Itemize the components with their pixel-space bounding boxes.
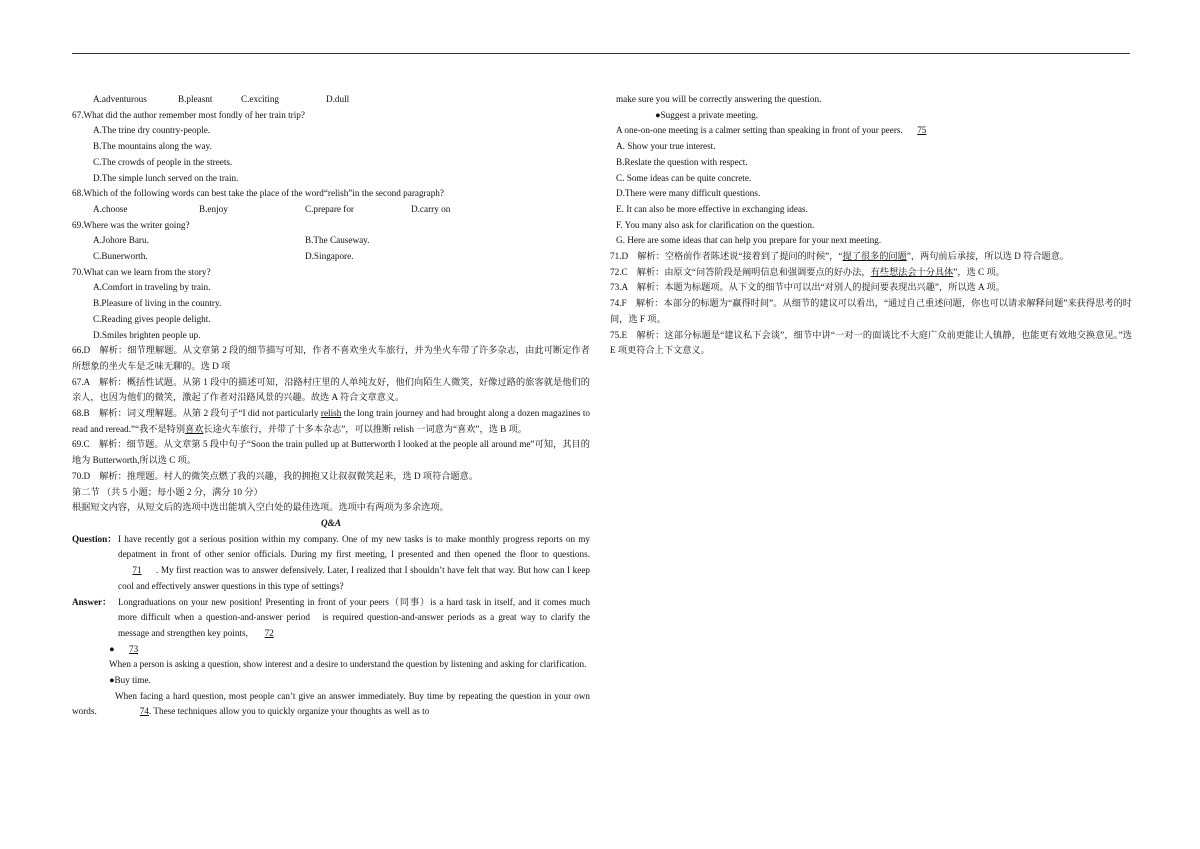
text: 71.D 解析：空格前作者陈述说“接着到了提问的时候”，“ [610, 251, 843, 262]
q68-stem: 68.Which of the following words can best take the place of the word“relish”in the second paragraph? [72, 188, 444, 199]
option: C.Bunerworth. [93, 251, 148, 262]
q70-stem: 70.What can we learn from the story? [72, 266, 211, 277]
answer-75: 75.E 解析：这部分标题是“建议私下会谈”，细节中讲“一对一的面谈比不大庭广众前更能让人镇静，也能更有效地交换意见。”选 E 项更符合上下文意义。 [610, 329, 1132, 356]
answer-label: Answer： [72, 596, 112, 607]
q70-option: C.Reading gives people delight. [93, 313, 211, 324]
text: . These techniques allow you to quickly organize your thoughts as well as to [148, 706, 430, 717]
text: I have recently got a serious position within my company. One of my new tasks is to make monthly progress reports on my depatment in front of other senior officials. During my first meeting, I presented and then opened the floor to questions. [118, 533, 590, 560]
option: A.adventurous [93, 94, 147, 104]
q67-option: C.The crowds of people in the streets. [93, 156, 233, 167]
section-heading: 第二节 （共 5 小题；每小题 2 分，满分 10 分） [72, 486, 263, 497]
underlined-phrase: 提了很多的问题 [842, 251, 907, 262]
answer-73: 73.A 解析：本题为标题项。从下文的细节中可以出“对别人的提问要表现出兴趣”，所以选 A 项。 [610, 282, 1005, 293]
answer-68 [72, 406, 590, 437]
text: . My first reaction was to answer defensively. Later, I realized that I shouldn’t have felt that way. But how can I keep cool and effectively answer questions in this type of settings? [118, 565, 590, 591]
answer-74: 74.F 解析：本部分的标题为“赢得时间”。从细节的建议可以看出，“通过自己重述问题，你也可以请求解释问题”来获得思考的时间，选 F 项。 [610, 298, 1132, 324]
option: D.carry on [411, 203, 451, 214]
q69-options-row1 [72, 233, 590, 249]
option-a: A. Show your true interest. [616, 141, 716, 152]
right-column [610, 92, 1132, 359]
answer-text [118, 595, 590, 642]
option-b: B.Reslate the question with respect. [616, 156, 748, 167]
blank-72[interactable]: 72 [264, 627, 274, 638]
underlined-phrase: 有些想法会十分具体 [870, 266, 954, 277]
blank-74[interactable]: 74 [139, 706, 149, 717]
option-f: F. You many also ask for clarification on the question. [616, 219, 815, 230]
section-instruction: 根据短文内容，从短文后的选项中选出能填入空白处的最佳选项。选项中有两项为多余选项。 [72, 502, 449, 513]
option-c: C. Some ideas can be quite concrete. [616, 172, 752, 183]
q70-option: B.Pleasure of living in the country. [93, 298, 222, 309]
answer-72 [610, 265, 1132, 281]
text: 长途火车旅行，并带了十多本杂志”，可以推断 relish 一词意为“喜欢”，选 B 项。 [203, 423, 527, 434]
paragraph-73: When a person is asking a question, show interest and a desire to understand the question by listening and asking for clarification. [109, 659, 587, 670]
option: B.The Causeway. [305, 235, 370, 246]
option-e: E. It can also be more effective in exchanging ideas. [616, 203, 808, 214]
bullet-suggest: ●Suggest a private meeting. [655, 109, 759, 120]
question-label: Question： [72, 533, 117, 544]
left-column [72, 92, 590, 720]
underlined-word: relish [320, 408, 342, 419]
q69-options-row2 [72, 249, 590, 265]
answer-71 [610, 249, 1132, 265]
option: B.enjoy [199, 203, 228, 214]
underlined-word: 喜欢 [185, 423, 204, 434]
q67-option: D.The simple lunch served on the train. [93, 172, 239, 183]
text: A one-on-one meeting is a calmer setting than speaking in front of your peers. [616, 125, 903, 136]
option: C.prepare for [305, 203, 354, 214]
option: B.pleasnt [178, 94, 213, 104]
q69-stem: 69.Where was the writer going? [72, 219, 190, 230]
option-g: G. Here are some ideas that can help you prepare for your next meeting. [616, 235, 882, 246]
text: Longraduations on your new position! Presenting in front of your peers（同事）is a hard task in itself, and it comes much more difficult when a question-and-answer period is required question-and-answer periods as a great way to clarify the message and strengthen key points, [118, 596, 590, 638]
option: C.exciting [241, 94, 280, 104]
question-block [72, 532, 590, 595]
bullet-73: ● 73 [72, 642, 590, 658]
blank-71[interactable]: 71 [132, 565, 142, 576]
option: D.Singapore. [305, 251, 354, 262]
bullet-buy-time: ●Buy time. [109, 675, 151, 686]
q67-option: A.The trine dry country-people. [93, 125, 211, 136]
text: When facing a hard question, most people can’t give an answer immediately. Buy time by repeating the question in your own words. [72, 690, 590, 717]
q70-option: A.Comfort in traveling by train. [93, 282, 211, 293]
text: 72.C 解析：由原文“问答阶段是阐明信息和强调要点的好办法， [610, 266, 871, 277]
question-text [118, 532, 590, 595]
paragraph-75 [616, 123, 1132, 139]
text: the long train journey and had brought along a dozen magazines to read and reread.”“我不是特别 [72, 408, 590, 434]
q66-options [72, 92, 590, 108]
q68-options [72, 202, 590, 218]
answer-66: 66.D 解析：细节理解题。从文章第 2 段的细节描写可知，作者不喜欢坐火车旅行，并为坐火车带了许多杂志，由此可断定作者所想象的坐火车是乏味无聊的。选 D 项 [72, 345, 590, 371]
passage-title: Q&A [321, 517, 341, 528]
blank-75[interactable]: 75 [917, 125, 927, 136]
option: D.dull [326, 94, 350, 104]
blank-73[interactable]: 73 [128, 643, 139, 654]
answer-69: 69.C 解析：细节题。从文章第 5 段中句子“Soon the train pulled up at Butterworth I looked at the people all around me”可知，其目的地为 Butterworth,所以选 C 项。 [72, 439, 590, 466]
header-rule [72, 53, 1130, 54]
paragraph-74 [72, 689, 590, 720]
text: 68.B 解析：词义理解题。从第 2 段句子“I did not particularly [72, 408, 321, 419]
option: A.choose [93, 203, 128, 214]
paragraph-74-continued: make sure you will be correctly answering the question. [616, 94, 822, 104]
answer-block [72, 595, 590, 642]
q67-stem: 67.What did the author remember most fondly of her train trip? [72, 109, 305, 120]
option: A.Johore Baru. [93, 235, 149, 246]
option-d: D.There were many difficult questions. [616, 188, 761, 199]
text: ”，选 C 项。 [953, 266, 1005, 277]
q67-option: B.The mountains along the way. [93, 141, 212, 152]
text: ”，两句前后承接，所以选 D 符合题意。 [906, 251, 1070, 262]
answer-67: 67.A 解析：概括性试题。从第 1 段中的描述可知，沿路村庄里的人单纯友好，他们向陌生人微笑，好像过路的旅客就是他们的亲人，也因为他们的微笑，激起了作者对沿路风景的兴趣。故选 A 符合文章意义。 [72, 376, 590, 403]
q70-option: D.Smiles brighten people up. [93, 329, 201, 340]
answer-70: 70.D 解析：推理题。村人的微笑点燃了我的兴趣，我的拥抱又让叔叔微笑起来，选 D 项符合题意。 [72, 470, 479, 481]
